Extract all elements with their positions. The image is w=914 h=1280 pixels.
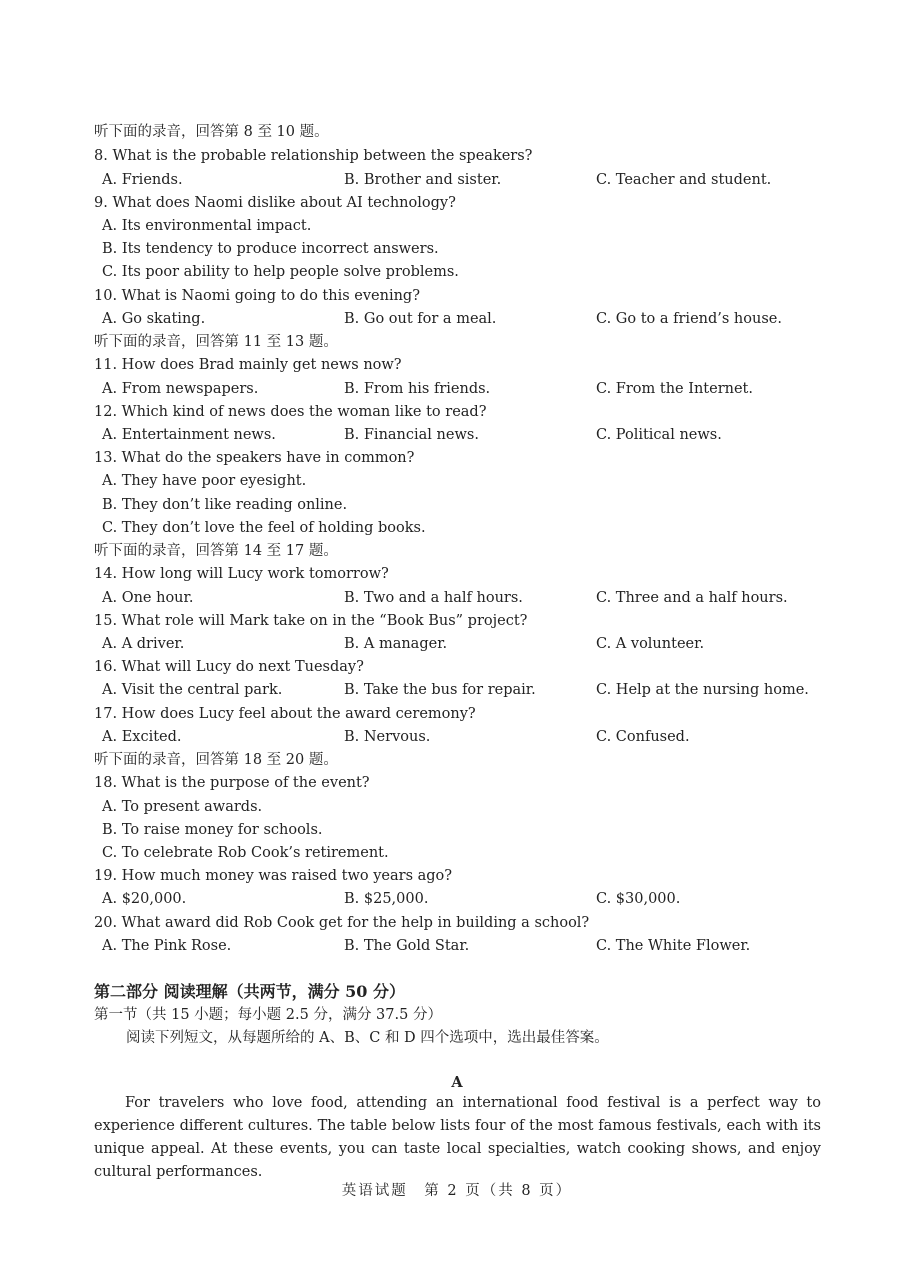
option-c: C. Help at the nursing home. bbox=[596, 682, 809, 698]
option-b: B. Nervous. bbox=[344, 729, 431, 745]
question-11: 11. How does Brad mainly get news now? bbox=[94, 357, 402, 373]
listening-intro: 听下面的录音，回答第 8 至 10 题。 bbox=[94, 124, 329, 140]
listening-intro: 听下面的录音，回答第 14 至 17 题。 bbox=[94, 543, 338, 559]
question-18: 18. What is the purpose of the event? bbox=[94, 775, 370, 791]
option-c: C. A volunteer. bbox=[596, 636, 705, 652]
option-c: C. Political news. bbox=[596, 427, 722, 443]
question-14: 14. How long will Lucy work tomorrow? bbox=[94, 566, 389, 582]
option-b: B. Take the bus for repair. bbox=[344, 682, 536, 698]
option-a: A. They have poor eyesight. bbox=[102, 473, 307, 489]
passage-text: For travelers who love food, attending an international food festival is a perfect way to experience different cultures. The table below lists four of the most famous festivals, each with its unique appeal. At these events, you can taste local specialties, watch cooking shows, and enjoy cultural performances. bbox=[94, 1095, 821, 1180]
question-20: 20. What award did Rob Cook get for the help in building a school? bbox=[94, 915, 590, 931]
options-row bbox=[0, 889, 914, 909]
option-b: B. To raise money for schools. bbox=[102, 822, 323, 838]
option-a: A. Excited. bbox=[102, 729, 182, 745]
passage-title: A bbox=[451, 1074, 463, 1091]
options-row bbox=[0, 680, 914, 700]
option-b: B. $25,000. bbox=[344, 891, 429, 907]
question-8: 8. What is the probable relationship between the speakers? bbox=[94, 148, 533, 164]
option-a: A. Visit the central park. bbox=[102, 682, 283, 698]
option-a: A. From newspapers. bbox=[102, 381, 259, 397]
option-b: B. Brother and sister. bbox=[344, 172, 502, 188]
option-a: A. To present awards. bbox=[102, 799, 263, 815]
part2-subtitle: 第一节（共 15 小题；每小题 2.5 分，满分 37.5 分） bbox=[94, 1007, 442, 1023]
option-c: C. From the Internet. bbox=[596, 381, 753, 397]
option-c: C. They don’t love the feel of holding books. bbox=[102, 520, 426, 536]
option-b: B. From his friends. bbox=[344, 381, 491, 397]
options-row bbox=[0, 309, 914, 329]
option-b: B. Financial news. bbox=[344, 427, 479, 443]
listening-intro: 听下面的录音，回答第 11 至 13 题。 bbox=[94, 334, 338, 350]
question-17: 17. How does Lucy feel about the award ceremony? bbox=[94, 706, 476, 722]
part2-instruction: 阅读下列短文，从每题所给的 A、B、C 和 D 四个选项中，选出最佳答案。 bbox=[126, 1030, 609, 1046]
option-b: B. Go out for a meal. bbox=[344, 311, 497, 327]
option-b: B. Two and a half hours. bbox=[344, 590, 523, 606]
option-c: C. The White Flower. bbox=[596, 938, 751, 954]
option-c: C. $30,000. bbox=[596, 891, 681, 907]
option-a: A. A driver. bbox=[102, 636, 185, 652]
option-c: C. To celebrate Rob Cook’s retirement. bbox=[102, 845, 389, 861]
options-row bbox=[0, 588, 914, 608]
options-row bbox=[0, 936, 914, 956]
part2-title: 第二部分 阅读理解（共两节，满分 50 分） bbox=[94, 982, 405, 1001]
question-19: 19. How much money was raised two years ago? bbox=[94, 868, 453, 884]
question-13: 13. What do the speakers have in common? bbox=[94, 450, 415, 466]
option-a: A. Its environmental impact. bbox=[102, 218, 312, 234]
option-c: C. Teacher and student. bbox=[596, 172, 772, 188]
option-c: C. Three and a half hours. bbox=[596, 590, 788, 606]
options-row bbox=[0, 727, 914, 747]
options-row bbox=[0, 425, 914, 445]
listening-intro: 听下面的录音，回答第 18 至 20 题。 bbox=[94, 752, 338, 768]
option-c: C. Go to a friend’s house. bbox=[596, 311, 782, 327]
option-a: A. One hour. bbox=[102, 590, 194, 606]
option-b: B. The Gold Star. bbox=[344, 938, 470, 954]
options-row bbox=[0, 170, 914, 190]
question-9: 9. What does Naomi dislike about AI technology? bbox=[94, 195, 456, 211]
options-row bbox=[0, 634, 914, 654]
option-a: A. Go skating. bbox=[102, 311, 206, 327]
option-c: C. Confused. bbox=[596, 729, 690, 745]
question-12: 12. Which kind of news does the woman like to read? bbox=[94, 404, 487, 420]
question-10: 10. What is Naomi going to do this evening? bbox=[94, 288, 420, 304]
option-b: B. A manager. bbox=[344, 636, 448, 652]
option-b: B. Its tendency to produce incorrect answers. bbox=[102, 241, 439, 257]
option-b: B. They don’t like reading online. bbox=[102, 497, 348, 513]
option-a: A. The Pink Rose. bbox=[102, 938, 232, 954]
option-a: A. Friends. bbox=[102, 172, 183, 188]
option-c: C. Its poor ability to help people solve problems. bbox=[102, 264, 459, 280]
options-row bbox=[0, 379, 914, 399]
option-a: A. Entertainment news. bbox=[102, 427, 276, 443]
option-a: A. $20,000. bbox=[102, 891, 187, 907]
page-footer: 英语试题 第 2 页（共 8 页） bbox=[341, 1183, 573, 1199]
question-15: 15. What role will Mark take on in the “Book Bus” project? bbox=[94, 613, 528, 629]
question-16: 16. What will Lucy do next Tuesday? bbox=[94, 659, 364, 675]
